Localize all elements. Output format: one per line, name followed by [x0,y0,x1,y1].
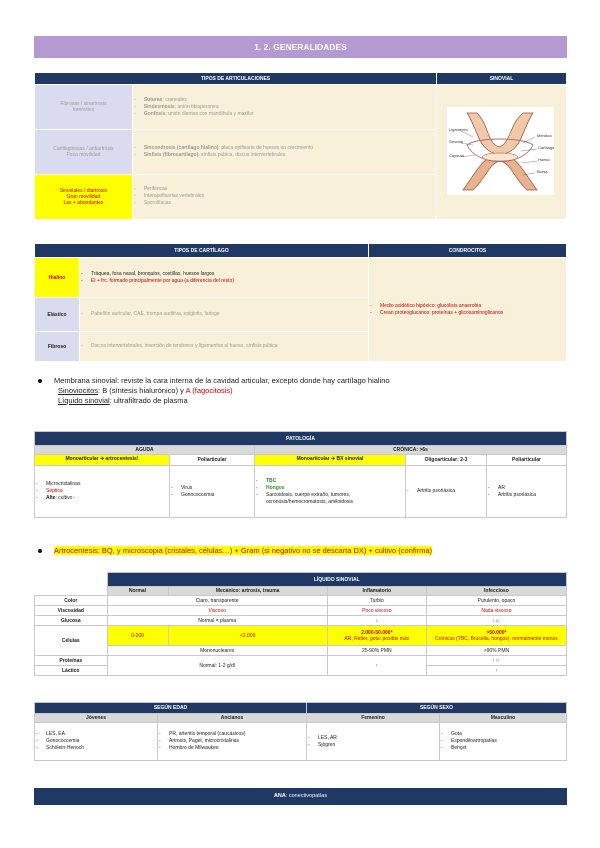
chondrocytes-header: CONDROCITOS [369,244,567,258]
col-young: Jóvenes [35,714,158,723]
cartilage-hyaline-examples: - Tráquea, fosa nasal, bronquios, costillas, huesos largos - El + frc. formado principalmente por agua (a diferencia del resto) [80,258,369,298]
col-chronic-poly: Poliarticular [487,455,567,466]
age-header: SEGÚN EDAD [35,703,307,714]
synovial-fluid-label: Líquido sinovial [58,396,110,405]
acute-mono-list: - Microcristalinas - Séptica - Alte: cultivo - [35,466,170,518]
cartilage-fibrous-examples: - Discos intervertebrales, inserción de tendones y ligamentos al hueso, sínfisis púbica [80,332,369,362]
cartilage-header: TIPOS DE CARTÍLAGO [35,244,369,258]
sex-header: SEGÚN SEXO [307,703,567,714]
pathology-header: PATOLOGÍA [35,432,567,446]
joint-fibrous-examples: - Suturas: craneales - Sindesmosis: unión tibioperonea - Gonfosis: unión dientes con mandíbula y maxilar [132,85,436,130]
membrane-line: Membrana sinovial: reviste la cara interna de la cavidad articular, excepto donde hay cartílago hialino [54,376,390,385]
row-color: Color [35,596,108,606]
male-list: - Gota - Espondiloartropatías - Behçet [440,723,567,761]
pathology-table [34,431,567,518]
synoviocytes-a: A (fagocitosis) [185,386,233,395]
cartilage-fibrous: Fibroso [35,332,80,362]
cartilage-elastic-examples: - Pabellón auricular, CAE, trompa auditiva, epiglotis, laringe [80,298,369,332]
joint-type-synovial: Sinoviales / diartrosis Gran movilidad Las + abundantes [35,174,133,219]
synovial-fluid-table: LÍQUIDO SINOVIAL Normal Mecánico: artrosis, trauma Inflamatorio Infeccioso Color Claro, transparente Turbio Purulento, opaco Viscosidad Viscoso Poco viscoso Nada viscoso Glucosa Normal = plasma ↓ ↓↓↓ Células 0-200 <2.000 2.000-50.000* AR, Reiter, gota: posible más >50.000* Crónicas (TBC, Brucella, hongos): normalmente menos Mononucleares 25-90% PMN >90% PMN Proteínas Normal: 1-2 g/dl ↑ ↑↑↑ Láctico ↑ [34,572,567,676]
row-lactic: Láctico [35,666,108,676]
bullet-icon [38,379,42,383]
fig-label-r4: Bursa [537,169,548,174]
col-chronic-oligo: Oligoarticular: 2-3 [406,455,487,466]
fig-label-l3: Cápsula [449,153,464,158]
page-title: 1. 2. GENERALIDADES [34,36,567,58]
col-elderly: Ancianos [158,714,307,723]
cartilage-types-table [34,243,567,362]
acute-header: AGUDA [35,446,255,455]
elderly-list: - PR, arteritis temporal (caucásicos) - Artrosis, Paget, microcristalinas - Hombro de Milwaukee [158,723,307,761]
joint-type-fibrous: Fibrosas / sinartrosis Inmóviles [35,85,133,130]
chronic-mono-list: - TBC - Hongos - Sarcoidosis, cuerpo extraño, tumores, ocronosis/hemocromatosis, amiloidosis [255,466,406,518]
fig-label-l2: Sinovial [449,139,464,144]
joint-types-table [34,72,567,220]
bullet-icon [38,549,42,553]
chronic-header: CRÓNICA: >6s [255,446,567,455]
female-list: - LES, AR - Sjögren [307,723,440,761]
fig-label-r1: Menisco [537,133,552,138]
joint-cartilaginous-examples: - Sincondrosis (cartílago hialino): placa epifisaria de huesos en crecimiento - Sínfisis (fibrocartílago): sínfisis púbica, discos intervertebrales [132,130,436,174]
row-cells: Células [35,626,108,656]
joint-figure [437,85,567,220]
chondrocytes-info: - Medio acidótico hipóxico: glucólisis anaerobia - Crean proteoglucanos: proteínas + glicosaminoglicanos [369,258,567,362]
col-male: Masculino [440,714,567,723]
col-acute-mono: Monoarticular 🡪 artrocentesis! [35,455,170,466]
membrane-section: Membrana sinovial: reviste la cara interna de la cavidad articular, excepto donde hay cartílago hialino Sinoviocitos: B (síntesis hialurónico) y A (fagocitosis) Líquido sinovial: ultrafiltrado de plasma [38,376,578,406]
col-female: Femenino [307,714,440,723]
cartilage-hyaline: Hialino [35,258,80,298]
row-glucose: Glucosa [35,616,108,626]
fluid-col-infectious: Infeccioso [426,587,566,596]
col-acute-poly: Poliarticular [170,455,255,466]
chronic-poly-list: - AR - Artritis psoriásica [487,466,567,518]
fluid-col-normal: Normal [107,587,168,596]
young-list: - LES, EA - Gonococcemia - Schölein-Henoch [35,723,158,761]
synoviocytes-label: Sinoviocitos [58,386,99,395]
age-sex-table [34,702,567,761]
row-proteins: Proteínas [35,656,108,666]
joint-types-header: TIPOS DE ARTICULACIONES [35,73,437,85]
chronic-oligo-list: - Artritis psoriásica [406,466,487,518]
synovial-header: SINOVIAL [437,73,567,85]
fig-label-r3: Hueso [538,157,550,162]
fluid-col-inflammatory: Inflamatorio [327,587,426,596]
row-viscosity: Viscosidad [35,606,108,616]
synovial-joint-illustration [437,85,564,217]
fig-label-l1: Ligamento [449,127,468,132]
col-chronic-mono: Monoarticular 🡪 BX sinovial [255,455,406,466]
cartilage-elastic: Elástico [35,298,80,332]
joint-synovial-examples: - Periféricas - Interapofisarias vertebrales - Sacroilíacas [132,174,436,219]
joint-type-cartilaginous: Cartilaginosas / anfiartrosis Poca movilidad [35,130,133,174]
fluid-col-mechanic: Mecánico: artrosis, trauma [168,587,327,596]
arthrocentesis-line: Artrocentesis: BQ, y microscopia (cristales, células…) + Gram (si negativo no se descarta DX) + cultivo (confirma) [38,546,578,556]
acute-poly-list: - Virus - Gonococcemia [170,466,255,518]
ana-bar: ANA: conectivopatías [34,788,567,805]
fluid-header: LÍQUIDO SINOVIAL [107,573,567,587]
fig-label-r2: Cartílago [538,145,555,150]
